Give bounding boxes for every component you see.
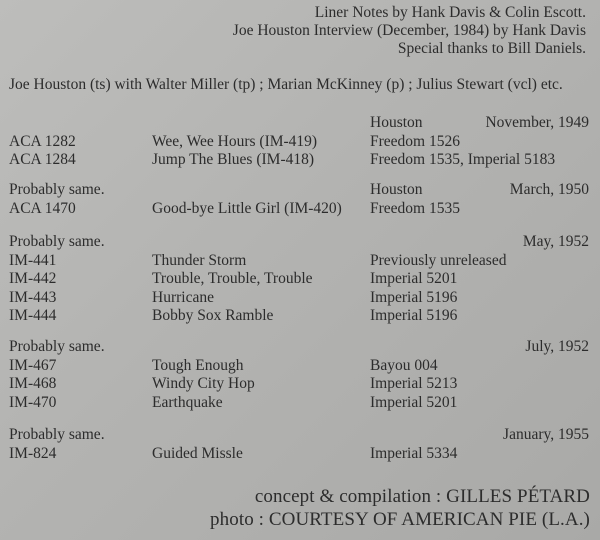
track-title: Wee, Wee Hours (IM-419) bbox=[152, 132, 318, 150]
session-block bbox=[9, 114, 589, 170]
session-block bbox=[9, 181, 589, 218]
track-row bbox=[9, 151, 589, 170]
session-block bbox=[9, 338, 589, 412]
track-row bbox=[9, 375, 589, 394]
track-row bbox=[9, 133, 589, 152]
session-date: January, 1955 bbox=[503, 426, 589, 443]
session-block bbox=[9, 233, 589, 326]
session-date: July, 1952 bbox=[525, 338, 589, 355]
credit-line-liner-notes: Liner Notes by Hank Davis & Colin Escott. bbox=[314, 4, 586, 21]
track-title: Windy City Hop bbox=[152, 375, 255, 392]
track-master-number: IM-824 bbox=[9, 444, 57, 462]
track-master-number: ACA 1284 bbox=[9, 151, 76, 168]
session-personnel: Probably same. bbox=[9, 426, 105, 443]
track-row bbox=[9, 252, 589, 271]
credit-line-interview: Joe Houston Interview (December, 1984) by Hank Davis bbox=[232, 22, 586, 39]
track-issue: Imperial 5196 bbox=[370, 288, 458, 306]
session-personnel: Probably same. bbox=[9, 338, 105, 355]
session-date: November, 1949 bbox=[485, 114, 589, 131]
session-date: May, 1952 bbox=[522, 233, 589, 250]
track-title: Hurricane bbox=[152, 288, 214, 306]
credit-line-thanks: Special thanks to Bill Daniels. bbox=[397, 40, 586, 57]
track-row bbox=[9, 270, 589, 289]
photo-credit: photo : COURTESY OF AMERICAN PIE (L.A.) bbox=[210, 509, 590, 530]
track-master-number: IM-441 bbox=[9, 251, 57, 269]
session-header bbox=[9, 233, 589, 252]
session-date: March, 1950 bbox=[509, 181, 589, 198]
track-issue: Freedom 1535 bbox=[370, 199, 460, 217]
session-place: Houston bbox=[370, 181, 423, 198]
compilation-credit: concept & compilation : GILLES PÉTARD bbox=[254, 486, 590, 507]
track-title: Guided Missle bbox=[152, 444, 243, 462]
credits-block bbox=[233, 4, 586, 58]
track-row bbox=[9, 394, 589, 413]
session-place: Houston bbox=[370, 114, 423, 131]
session-header bbox=[9, 181, 589, 200]
track-row bbox=[9, 200, 589, 219]
session-header bbox=[9, 426, 589, 445]
track-title: Bobby Sox Ramble bbox=[152, 307, 274, 324]
track-title: Good-bye Little Girl (IM-420) bbox=[152, 199, 342, 217]
track-issue: Bayou 004 bbox=[370, 356, 438, 374]
track-row bbox=[9, 357, 589, 376]
track-title: Tough Enough bbox=[152, 356, 244, 374]
track-issue: Freedom 1526 bbox=[370, 132, 460, 150]
track-title: Earthquake bbox=[152, 393, 223, 411]
session-personnel: Probably same. bbox=[9, 233, 105, 250]
track-issue: Freedom 1535, Imperial 5183 bbox=[370, 151, 556, 168]
track-master-number: ACA 1282 bbox=[9, 132, 76, 150]
track-issue: Previously unreleased bbox=[370, 251, 507, 269]
track-row bbox=[9, 289, 589, 308]
track-master-number: IM-468 bbox=[9, 375, 57, 392]
track-master-number: ACA 1470 bbox=[9, 199, 76, 217]
session-header bbox=[9, 338, 589, 357]
track-row bbox=[9, 445, 589, 464]
track-issue: Imperial 5334 bbox=[370, 444, 458, 462]
session-block bbox=[9, 426, 589, 463]
track-issue: Imperial 5196 bbox=[370, 307, 458, 324]
track-master-number: IM-470 bbox=[9, 393, 57, 411]
track-master-number: IM-442 bbox=[9, 270, 57, 287]
track-title: Jump The Blues (IM-418) bbox=[152, 151, 315, 168]
track-row bbox=[9, 307, 589, 326]
track-issue: Imperial 5201 bbox=[370, 270, 458, 287]
track-master-number: IM-443 bbox=[9, 288, 57, 306]
session-personnel: Probably same. bbox=[9, 181, 105, 198]
track-title: Thunder Storm bbox=[152, 251, 247, 269]
personnel-line: Joe Houston (ts) with Walter Miller (tp) ; Marian McKinney (p) ; Julius Stewart (vcl) etc. bbox=[9, 76, 563, 93]
track-title: Trouble, Trouble, Trouble bbox=[152, 270, 313, 287]
track-issue: Imperial 5213 bbox=[370, 375, 458, 392]
track-master-number: IM-467 bbox=[9, 356, 57, 374]
track-master-number: IM-444 bbox=[9, 307, 57, 324]
session-header bbox=[9, 114, 589, 133]
track-issue: Imperial 5201 bbox=[370, 393, 458, 411]
